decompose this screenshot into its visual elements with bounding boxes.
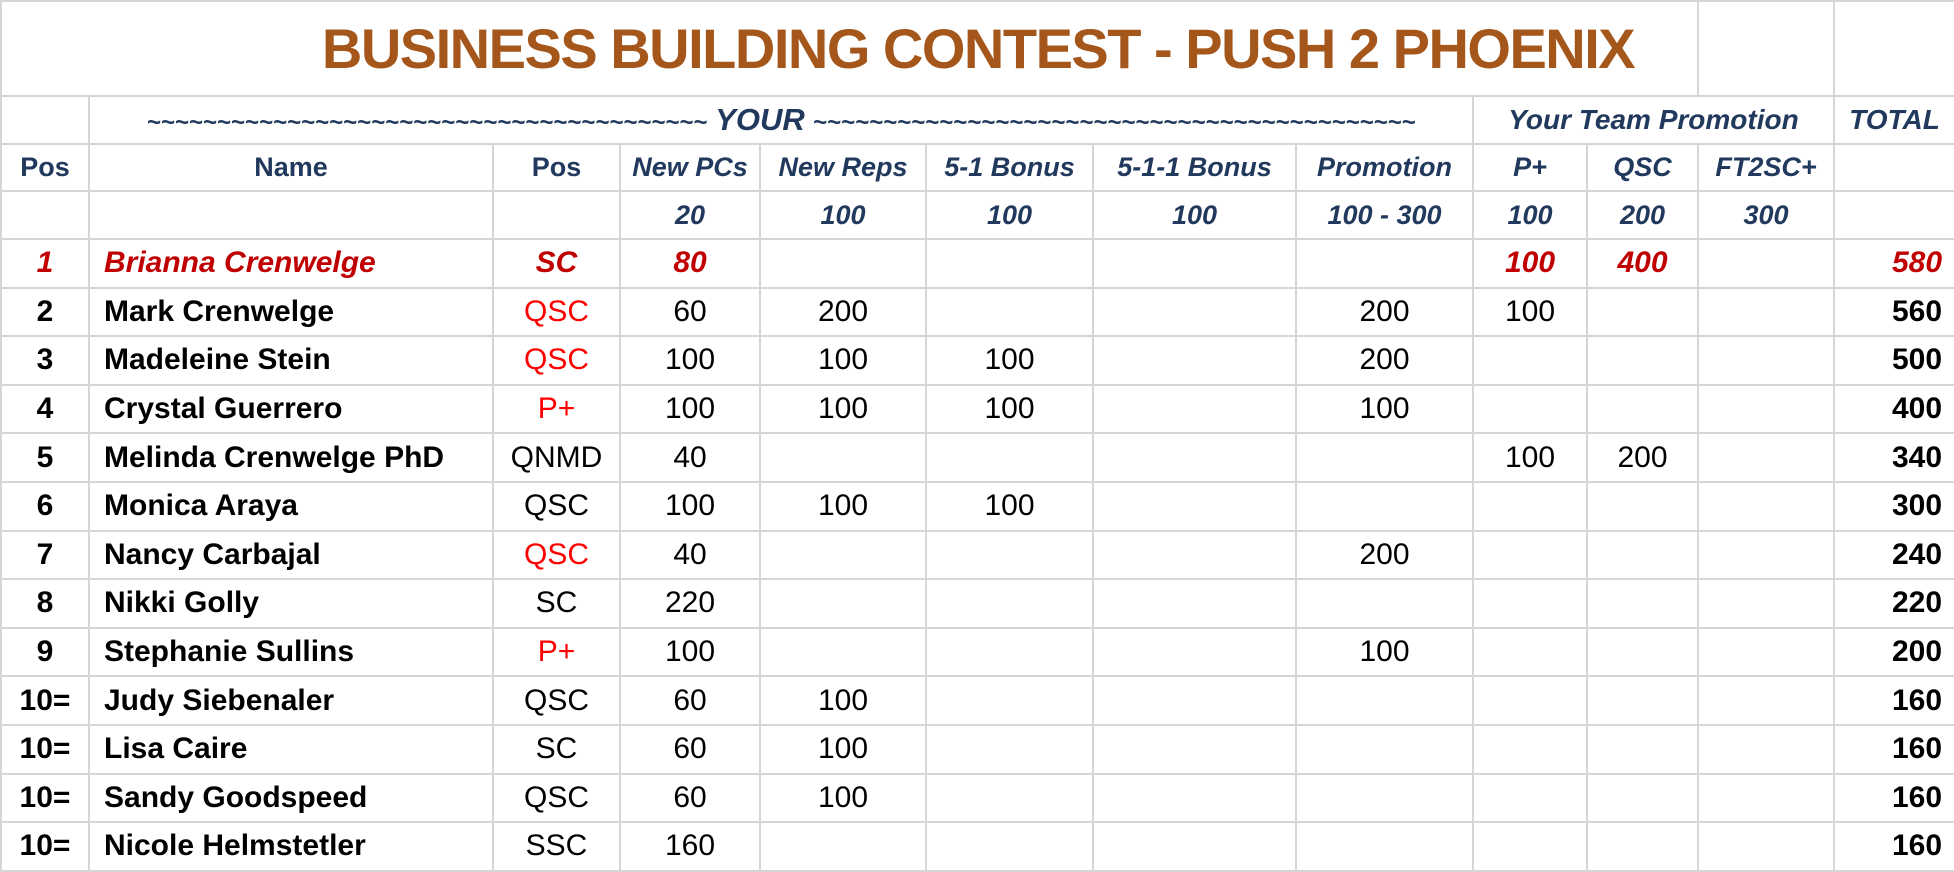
cell-p-plus [1473,336,1587,385]
cell-new-pcs: 40 [620,433,760,482]
point-value-new-reps: 100 [760,191,926,239]
cell-rank: 9 [1,628,89,677]
spacer-cell [493,191,620,239]
cell-new-reps [760,579,926,628]
col-header-name: Name [89,144,493,191]
cell-p-plus [1473,482,1587,531]
cell-promotion: 100 [1296,628,1473,677]
cell-new-reps: 100 [760,676,926,725]
cell-qsc: 200 [1587,433,1698,482]
cell-bonus-5-1-1 [1093,822,1296,871]
cell-bonus-5-1-1 [1093,676,1296,725]
cell-new-reps: 100 [760,774,926,823]
point-value-new-pcs: 20 [620,191,760,239]
cell-total: 240 [1834,531,1954,580]
cell-pos: P+ [493,385,620,434]
cell-bonus-5-1-1 [1093,531,1296,580]
total-header: TOTAL [1834,96,1954,144]
spacer-cell [1,191,89,239]
leaderboard-body [1,239,1954,871]
table-row [1,433,1954,482]
cell-pos: QSC [493,336,620,385]
cell-promotion [1296,239,1473,288]
cell-total: 160 [1834,822,1954,871]
cell-total: 160 [1834,676,1954,725]
cell-ft2sc [1698,336,1834,385]
cell-new-reps: 100 [760,482,926,531]
cell-bonus-5-1: 100 [926,385,1093,434]
cell-ft2sc [1698,239,1834,288]
cell-qsc [1587,676,1698,725]
col-header-ft2sc: FT2SC+ [1698,144,1834,191]
cell-ft2sc [1698,433,1834,482]
cell-promotion [1296,725,1473,774]
cell-new-pcs: 100 [620,336,760,385]
table-row [1,482,1954,531]
cell-bonus-5-1 [926,676,1093,725]
cell-new-reps [760,239,926,288]
cell-bonus-5-1 [926,725,1093,774]
cell-p-plus: 100 [1473,239,1587,288]
point-values-row [1,191,1954,239]
col-header-qsc: QSC [1587,144,1698,191]
cell-rank: 10= [1,676,89,725]
table-row [1,579,1954,628]
spacer-cell [89,191,493,239]
cell-new-reps [760,433,926,482]
cell-rank: 7 [1,531,89,580]
cell-new-pcs: 220 [620,579,760,628]
cell-qsc [1587,725,1698,774]
point-value-5-1-bonus: 100 [926,191,1093,239]
cell-p-plus [1473,676,1587,725]
cell-ft2sc [1698,774,1834,823]
team-promotion-header: Your Team Promotion [1473,96,1834,144]
point-value-promotion: 100 - 300 [1296,191,1473,239]
cell-bonus-5-1: 100 [926,336,1093,385]
col-header-p-plus: P+ [1473,144,1587,191]
cell-new-reps: 200 [760,288,926,337]
cell-bonus-5-1-1 [1093,385,1296,434]
cell-rank: 5 [1,433,89,482]
cell-bonus-5-1-1 [1093,288,1296,337]
cell-rank: 2 [1,288,89,337]
cell-new-pcs: 40 [620,531,760,580]
cell-qsc [1587,482,1698,531]
cell-promotion: 200 [1296,531,1473,580]
cell-new-pcs: 60 [620,725,760,774]
table-row [1,336,1954,385]
cell-ft2sc [1698,531,1834,580]
cell-ft2sc [1698,288,1834,337]
cell-ft2sc [1698,385,1834,434]
table-row [1,288,1954,337]
col-header-rank: Pos [1,144,89,191]
table-row [1,774,1954,823]
cell-qsc [1587,531,1698,580]
column-header-row [1,144,1954,191]
cell-name: Nicole Helmstetler [89,822,493,871]
cell-promotion: 100 [1296,385,1473,434]
cell-total: 340 [1834,433,1954,482]
cell-pos: SC [493,239,620,288]
spacer-cell [1,96,89,144]
cell-promotion [1296,433,1473,482]
cell-pos: SSC [493,822,620,871]
cell-rank: 8 [1,579,89,628]
cell-name: Sandy Goodspeed [89,774,493,823]
cell-bonus-5-1 [926,628,1093,677]
table-row [1,531,1954,580]
cell-bonus-5-1-1 [1093,336,1296,385]
cell-pos: SC [493,725,620,774]
cell-p-plus: 100 [1473,433,1587,482]
cell-ft2sc [1698,676,1834,725]
cell-qsc [1587,579,1698,628]
col-header-promotion: Promotion [1296,144,1473,191]
cell-new-pcs: 60 [620,288,760,337]
cell-total: 160 [1834,774,1954,823]
cell-p-plus: 100 [1473,288,1587,337]
cell-rank: 3 [1,336,89,385]
cell-bonus-5-1-1 [1093,725,1296,774]
table-row [1,822,1954,871]
cell-bonus-5-1 [926,433,1093,482]
cell-name: Nikki Golly [89,579,493,628]
cell-qsc [1587,628,1698,677]
col-header-new-reps: New Reps [760,144,926,191]
cell-new-reps [760,822,926,871]
cell-name: Monica Araya [89,482,493,531]
cell-bonus-5-1-1 [1093,482,1296,531]
cell-new-reps: 100 [760,336,926,385]
cell-bonus-5-1: 100 [926,482,1093,531]
table-row [1,239,1954,288]
table-row [1,385,1954,434]
cell-rank: 10= [1,822,89,871]
cell-name: Stephanie Sullins [89,628,493,677]
point-value-5-1-1-bonus: 100 [1093,191,1296,239]
point-value-p-plus: 100 [1473,191,1587,239]
cell-ft2sc [1698,725,1834,774]
cell-new-pcs: 60 [620,774,760,823]
cell-promotion [1296,774,1473,823]
cell-ft2sc [1698,482,1834,531]
col-header-5-1-1-bonus: 5-1-1 Bonus [1093,144,1296,191]
cell-promotion: 200 [1296,336,1473,385]
cell-bonus-5-1-1 [1093,579,1296,628]
cell-pos: QSC [493,531,620,580]
cell-name: Lisa Caire [89,725,493,774]
banner-row [1,96,1954,144]
cell-p-plus [1473,725,1587,774]
cell-rank: 10= [1,725,89,774]
cell-qsc [1587,822,1698,871]
cell-promotion [1296,676,1473,725]
cell-p-plus [1473,385,1587,434]
cell-promotion: 200 [1296,288,1473,337]
point-value-ft2sc: 300 [1698,191,1834,239]
cell-total: 580 [1834,239,1954,288]
cell-name: Melinda Crenwelge PhD [89,433,493,482]
cell-pos: QSC [493,676,620,725]
cell-qsc [1587,288,1698,337]
cell-pos: QSC [493,288,620,337]
cell-ft2sc [1698,628,1834,677]
cell-name: Madeleine Stein [89,336,493,385]
cell-pos: P+ [493,628,620,677]
cell-name: Crystal Guerrero [89,385,493,434]
col-header-5-1-bonus: 5-1 Bonus [926,144,1093,191]
cell-total: 560 [1834,288,1954,337]
cell-promotion [1296,482,1473,531]
cell-bonus-5-1-1 [1093,433,1296,482]
title-row [1,1,1954,96]
cell-bonus-5-1-1 [1093,239,1296,288]
cell-bonus-5-1 [926,774,1093,823]
cell-promotion [1296,579,1473,628]
point-value-qsc: 200 [1587,191,1698,239]
cell-total: 500 [1834,336,1954,385]
cell-bonus-5-1 [926,239,1093,288]
cell-rank: 1 [1,239,89,288]
cell-name: Mark Crenwelge [89,288,493,337]
cell-qsc [1587,385,1698,434]
title-grid-divider [1697,2,1699,95]
title-grid-divider [1833,2,1835,95]
tilde-right: ~~~~~~~~~~~~~~~~~~~~~~~~~~~~~~~~~~~~~~~~~~~ [812,109,1416,136]
cell-name: Nancy Carbajal [89,531,493,580]
cell-total: 400 [1834,385,1954,434]
table-row [1,676,1954,725]
contest-title: BUSINESS BUILDING CONTEST - PUSH 2 PHOENIX [1,1,1954,96]
cell-total: 160 [1834,725,1954,774]
col-header-new-pcs: New PCs [620,144,760,191]
cell-rank: 6 [1,482,89,531]
cell-ft2sc [1698,579,1834,628]
cell-rank: 10= [1,774,89,823]
cell-p-plus [1473,531,1587,580]
cell-ft2sc [1698,822,1834,871]
cell-qsc: 400 [1587,239,1698,288]
cell-pos: QSC [493,482,620,531]
cell-pos: QNMD [493,433,620,482]
cell-bonus-5-1-1 [1093,628,1296,677]
cell-new-pcs: 60 [620,676,760,725]
cell-bonus-5-1-1 [1093,774,1296,823]
tilde-left: ~~~~~~~~~~~~~~~~~~~~~~~~~~~~~~~~~~~~~~~~ [146,109,708,136]
cell-bonus-5-1 [926,579,1093,628]
cell-pos: QSC [493,774,620,823]
cell-new-reps: 100 [760,385,926,434]
cell-total: 200 [1834,628,1954,677]
col-header-total-spacer [1834,144,1954,191]
cell-new-pcs: 100 [620,482,760,531]
cell-pos: SC [493,579,620,628]
your-banner [89,96,1473,144]
cell-bonus-5-1 [926,822,1093,871]
table-row [1,725,1954,774]
spacer-cell [1834,191,1954,239]
cell-p-plus [1473,774,1587,823]
cell-new-pcs: 100 [620,628,760,677]
table-row [1,628,1954,677]
cell-name: Brianna Crenwelge [89,239,493,288]
cell-new-pcs: 100 [620,385,760,434]
cell-name: Judy Siebenaler [89,676,493,725]
cell-qsc [1587,336,1698,385]
cell-new-reps: 100 [760,725,926,774]
cell-new-pcs: 160 [620,822,760,871]
cell-p-plus [1473,579,1587,628]
cell-new-pcs: 80 [620,239,760,288]
cell-total: 300 [1834,482,1954,531]
cell-bonus-5-1 [926,531,1093,580]
cell-total: 220 [1834,579,1954,628]
cell-new-reps [760,628,926,677]
cell-new-reps [760,531,926,580]
cell-qsc [1587,774,1698,823]
your-label: YOUR [715,102,805,137]
cell-bonus-5-1 [926,288,1093,337]
cell-promotion [1296,822,1473,871]
cell-p-plus [1473,822,1587,871]
cell-rank: 4 [1,385,89,434]
col-header-position: Pos [493,144,620,191]
cell-p-plus [1473,628,1587,677]
